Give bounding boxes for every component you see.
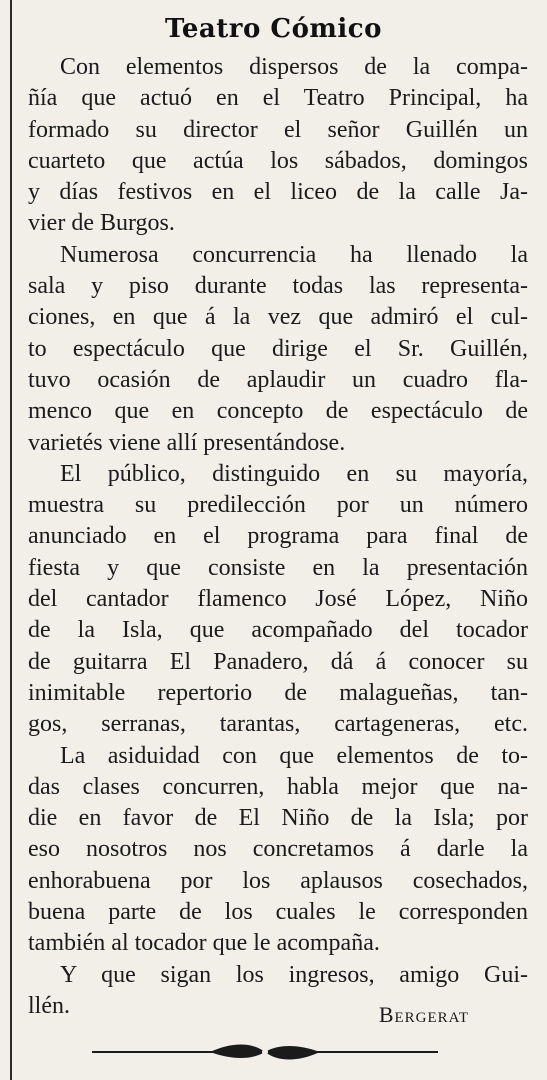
author-signature: Bergerat	[378, 1002, 469, 1027]
article-line: to espectáculo que dirige el Sr. Guillén,	[28, 335, 528, 362]
article-line: muestra su predilección por un número	[28, 492, 528, 519]
article-line: del cantador flamenco José López, Niño	[28, 586, 528, 613]
article-line: das clases concurren, habla mejor que na-	[28, 773, 528, 800]
article-line: formado su director el señor Guillén un	[28, 116, 528, 143]
article-line: cuarteto que actúa los sábados, domingos	[28, 147, 528, 174]
ornamental-divider	[92, 1040, 438, 1064]
article-line: Numerosa concurrencia ha llenado la	[60, 241, 528, 268]
article-line: El público, distinguido en su mayoría,	[60, 460, 528, 487]
article-line: sala y piso durante todas las representa-	[28, 273, 528, 300]
column-rule	[10, 0, 12, 1080]
article-line: anunciado en el programa para final de	[28, 523, 528, 550]
article-line: eso nosotros nos concretamos á darle la	[28, 836, 528, 863]
article-line: La asiduidad con que elementos de to-	[60, 742, 528, 769]
article-line: buena parte de los cuales le corresponden	[28, 899, 528, 926]
article-line: vier de Burgos.	[28, 210, 175, 237]
article-line: llén.	[28, 992, 70, 1019]
article-line: inimitable repertorio de malagueñas, tan-	[28, 679, 528, 706]
article-line: de la Isla, que acompañado del tocador	[28, 617, 528, 644]
article-line: menco que en concepto de espectáculo de	[28, 398, 528, 425]
article-line: Y que sigan los ingresos, amigo Gui-	[60, 961, 528, 988]
article-line: enhorabuena por los aplausos cosechados,	[28, 867, 528, 894]
article-line: también al tocador que le acompaña.	[28, 930, 380, 957]
article-line: ciones, en que á la vez que admiró el cul-	[28, 304, 528, 331]
article-line: fiesta y que consiste en la presentación	[28, 554, 528, 581]
article-line: ñía que actuó en el Teatro Principal, ha	[28, 85, 528, 112]
article-line: y días festivos en el liceo de la calle Ja-	[28, 179, 528, 206]
article-title: Teatro Cómico	[165, 14, 382, 44]
article-line: tuvo ocasión de aplaudir un cuadro fla-	[28, 366, 528, 393]
article-line: varietés viene allí presentándose.	[28, 429, 346, 456]
article-line: Con elementos dispersos de la compa-	[60, 54, 528, 80]
article-line: die en favor de El Niño de la Isla; por	[28, 805, 528, 832]
article-line: de guitarra El Panadero, dá á conocer su	[28, 648, 528, 675]
article-line: gos, serranas, tarantas, cartageneras, etc.	[28, 711, 528, 738]
article-body	[28, 52, 528, 1022]
